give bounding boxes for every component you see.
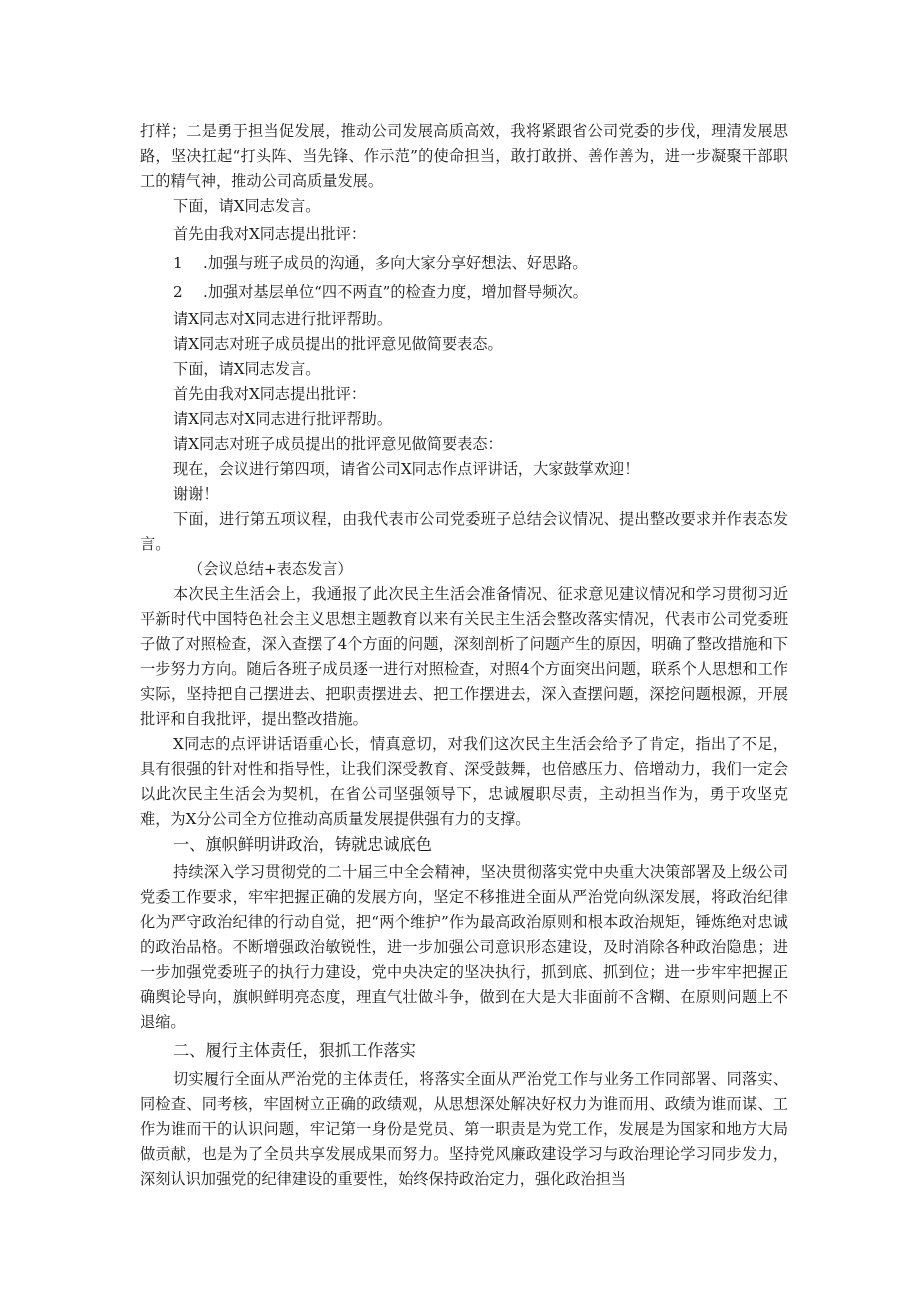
paragraph: 请X同志对X同志进行批评帮助。 <box>173 410 393 428</box>
paragraph: 请X同志对班子成员提出的批评意见做简要表态。 <box>173 335 503 353</box>
paragraph: （会议总结+表态发言） <box>188 560 353 578</box>
item-number: 1 <box>173 254 183 272</box>
paragraph: 下面，进行第五项议程，由我代表市公司党委班子总结会议情况、提出整改要求并作表态发言。 <box>140 510 788 553</box>
numbered-item <box>140 251 788 276</box>
paragraph: 现在，会议进行第四项，请省公司X同志作点评讲话，大家鼓掌欢迎！ <box>173 460 640 478</box>
paragraph: X同志的点评讲话语重心长，情真意切，对我们这次民主生活会给予了肯定，指出了不足，具有很强的针对性和指导性，让我们深受教育、深受鼓舞，也倍感压力、倍增动力，我们一定会以此次民主生活会为契机，在省公司坚强领导下，忠诚履职尽责，主动担当作为，勇于攻坚克难，为X分公司全方位推动高质量发展提供强有力的支撑。 <box>140 735 788 828</box>
paragraph: 持续深入学习贯彻党的二十届三中全会精神，坚决贯彻落实党中央重大决策部署及上级公司党委工作要求，牢牢把握正确的发展方向，坚定不移推进全面从严治党向纵深发展，将政治纪律化为严守政治纪律的行动自觉，把“两个维护”作为最高政治原则和根本政治规矩，锤炼绝对忠诚的政治品格。不断增强政治敏锐性，进一步加强公司意识形态建设，及时消除各种政治隐患；进一步加强党委班子的执行力建设，党中央决定的坚决执行，抓到底、抓到位；进一步牢牢把握正确舆论导向，旗帜鲜明亮态度，理直气壮做斗争，做到在大是大非面前不含糊、在原则问题上不退缩。 <box>140 863 788 1031</box>
paragraph: 下面，请X同志发言。 <box>173 197 321 215</box>
paragraph: 首先由我对X同志提出批评： <box>173 225 367 243</box>
section-heading: 二、履行主体责任，狠抓工作落实 <box>173 1041 416 1060</box>
paragraph: 切实履行全面从严治党的主体责任，将落实全面从严治党工作与业务工作同部署、同落实、同检查、同考核，牢固树立正确的政绩观，从思想深处解决好权力为谁而用、政绩为谁而谋、工作为谁而干的认识问题，牢记第一身份是党员、第一职责是为党工作，发展是为国家和地方大局做贡献，也是为了全员共享发展成果而努力。坚持党风廉政建设学习与政治理论学习同步发力，深刻认识加强党的纪律建设的重要性，始终保持政治定力，强化政治担当 <box>140 1070 788 1188</box>
paragraph: 首先由我对X同志提出批评： <box>173 385 367 403</box>
item-text: .加强与班子成员的沟通，多向大家分享好想法、好思路。 <box>203 254 588 272</box>
paragraph: 本次民主生活会上，我通报了此次民主生活会准备情况、征求意见建议情况和学习贯彻习近平新时代中国特色社会主义思想主题教育以来有关民主生活会整改落实情况，代表市公司党委班子做了对照检查，深入查摆了4个方面的问题，深刻剖析了问题产生的原因，明确了整改措施和下一步努力方向。随后各班子成员逐一进行对照检查，对照4个方面突出问题，联系个人思想和工作实际，坚持把自己摆进去、把职责摆进去、把工作摆进去，深入查摆问题，深挖问题根源，开展批评和自我批评，提出整改措施。 <box>140 585 788 728</box>
section-heading: 一、旗帜鲜明讲政治，铸就忠诚底色 <box>173 835 432 854</box>
paragraph: 请X同志对班子成员提出的批评意见做简要表态： <box>173 435 503 453</box>
paragraph: 下面，请X同志发言。 <box>173 360 321 378</box>
item-number: 2 <box>173 283 183 301</box>
item-text: .加强对基层单位“四不两直”的检查力度，增加督导频次。 <box>203 283 588 301</box>
text-block-main <box>140 307 788 1192</box>
paragraph: 谢谢！ <box>173 485 219 503</box>
text-block-top <box>140 119 788 305</box>
paragraph: 请X同志对X同志进行批评帮助。 <box>173 310 393 328</box>
paragraph: 打样；二是勇于担当促发展，推动公司发展高质高效，我将紧跟省公司党委的步伐，理清发展思路，坚决扛起“打头阵、当先锋、作示范”的使命担当，敢打敢拼、善作善为，进一步凝聚干部职工的精气神，推动公司高质量发展。 <box>140 122 788 190</box>
numbered-item <box>140 280 788 305</box>
